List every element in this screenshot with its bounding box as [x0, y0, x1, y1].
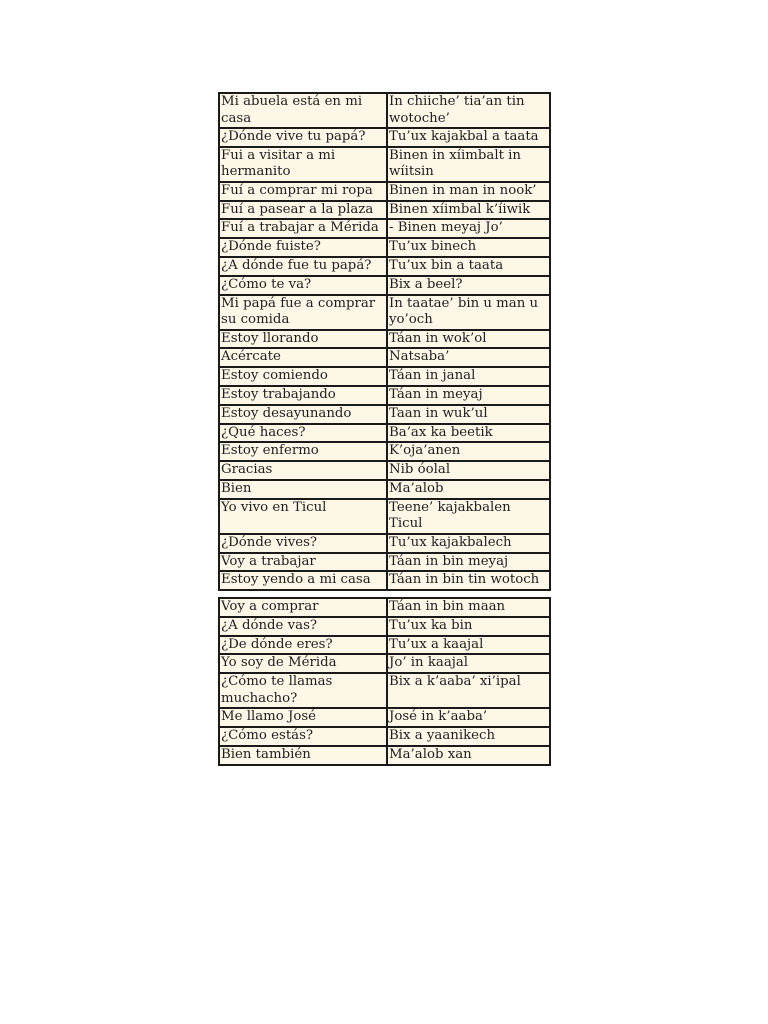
table-row	[219, 219, 550, 238]
table-row	[219, 598, 550, 617]
table-row	[219, 424, 550, 443]
table-row	[219, 636, 550, 655]
maya-phrase-cell: Táan in wok’ol	[387, 330, 550, 349]
spanish-phrase-cell: Fui a visitar a mi hermanito	[219, 147, 387, 182]
maya-phrase-cell: Táan in bin maan	[387, 598, 550, 617]
maya-phrase-cell: Binen in xíimbalt in wíitsin	[387, 147, 550, 182]
maya-phrase-cell: Táan in bin meyaj	[387, 553, 550, 572]
maya-phrase-cell: In chiiche’ tia’an tin wotoche’	[387, 93, 550, 128]
maya-phrase-cell: Ba’ax ka beetik	[387, 424, 550, 443]
maya-phrase-cell: Táan in meyaj	[387, 386, 550, 405]
spanish-phrase-cell: Voy a comprar	[219, 598, 387, 617]
spanish-phrase-cell: Fuí a trabajar a Mérida	[219, 219, 387, 238]
maya-phrase-cell: - Binen meyaj Jo’	[387, 219, 550, 238]
maya-phrase-cell: Jo’ in kaajal	[387, 654, 550, 673]
maya-phrase-cell: Tu’ux ka bin	[387, 617, 550, 636]
spanish-phrase-cell: ¿Cómo te llamas muchacho?	[219, 673, 387, 708]
table-row	[219, 295, 550, 330]
maya-phrase-cell: Tu’ux a kaajal	[387, 636, 550, 655]
table-row	[219, 499, 550, 534]
maya-phrase-cell: Bix a yaanikech	[387, 727, 550, 746]
phrase-table-2	[218, 597, 551, 766]
table-row	[219, 276, 550, 295]
table-row	[219, 442, 550, 461]
maya-phrase-cell: Tu’ux kajakbalech	[387, 534, 550, 553]
maya-phrase-cell: Tu’ux kajakbal a taata	[387, 128, 550, 147]
table-row	[219, 348, 550, 367]
spanish-phrase-cell: Estoy comiendo	[219, 367, 387, 386]
table-row	[219, 746, 550, 765]
table-row	[219, 727, 550, 746]
spanish-phrase-cell: ¿Cómo estás?	[219, 727, 387, 746]
maya-phrase-cell: Bix a beel?	[387, 276, 550, 295]
spanish-phrase-cell: Estoy yendo a mi casa	[219, 571, 387, 590]
spanish-phrase-cell: Bien	[219, 480, 387, 499]
spanish-phrase-cell: Acércate	[219, 348, 387, 367]
spanish-phrase-cell: Yo vivo en Ticul	[219, 499, 387, 534]
spanish-phrase-cell: ¿Dónde vive tu papá?	[219, 128, 387, 147]
maya-phrase-cell: Ma’alob xan	[387, 746, 550, 765]
spanish-phrase-cell: Estoy desayunando	[219, 405, 387, 424]
maya-phrase-cell: Taan in wuk’ul	[387, 405, 550, 424]
table-row	[219, 673, 550, 708]
table-row	[219, 461, 550, 480]
maya-phrase-cell: Bix a k’aaba’ xi’ipal	[387, 673, 550, 708]
table-row	[219, 553, 550, 572]
table-row	[219, 238, 550, 257]
table-row	[219, 330, 550, 349]
spanish-phrase-cell: Estoy llorando	[219, 330, 387, 349]
spanish-phrase-cell: ¿A dónde vas?	[219, 617, 387, 636]
spanish-phrase-cell: Yo soy de Mérida	[219, 654, 387, 673]
table-row	[219, 367, 550, 386]
spanish-phrase-cell: ¿Dónde fuiste?	[219, 238, 387, 257]
maya-phrase-cell: Nib óolal	[387, 461, 550, 480]
maya-phrase-cell: Teene’ kajakbalen Ticul	[387, 499, 550, 534]
table-row	[219, 182, 550, 201]
table-row	[219, 405, 550, 424]
spanish-phrase-cell: Gracias	[219, 461, 387, 480]
table-row	[219, 654, 550, 673]
phrase-table-2-body	[219, 598, 550, 765]
maya-phrase-cell: Natsaba’	[387, 348, 550, 367]
spanish-phrase-cell: ¿A dónde fue tu papá?	[219, 257, 387, 276]
maya-phrase-cell: In taatae’ bin u man u yo’och	[387, 295, 550, 330]
table-row	[219, 93, 550, 128]
spanish-phrase-cell: Fuí a pasear a la plaza	[219, 201, 387, 220]
spanish-phrase-cell: Mi papá fue a comprar su comida	[219, 295, 387, 330]
maya-phrase-cell: Táan in janal	[387, 367, 550, 386]
table-row	[219, 534, 550, 553]
table-row	[219, 257, 550, 276]
maya-phrase-cell: K’oja’anen	[387, 442, 550, 461]
table-row	[219, 386, 550, 405]
phrase-table-1-body	[219, 93, 550, 590]
table-row	[219, 128, 550, 147]
table-row	[219, 571, 550, 590]
phrase-table-1	[218, 92, 551, 591]
spanish-phrase-cell: ¿Dónde vives?	[219, 534, 387, 553]
maya-phrase-cell: Ma’alob	[387, 480, 550, 499]
spanish-phrase-cell: ¿Qué haces?	[219, 424, 387, 443]
table-row	[219, 617, 550, 636]
spanish-phrase-cell: Voy a trabajar	[219, 553, 387, 572]
spanish-phrase-cell: Estoy trabajando	[219, 386, 387, 405]
maya-phrase-cell: Tu’ux bin a taata	[387, 257, 550, 276]
maya-phrase-cell: Binen in man in nook’	[387, 182, 550, 201]
maya-phrase-cell: José in k’aaba’	[387, 708, 550, 727]
table-row	[219, 480, 550, 499]
spanish-phrase-cell: Mi abuela está en mi casa	[219, 93, 387, 128]
table-row	[219, 201, 550, 220]
maya-phrase-cell: Tu’ux binech	[387, 238, 550, 257]
maya-phrase-cell: Binen xíimbal k’íiwik	[387, 201, 550, 220]
table-row	[219, 708, 550, 727]
maya-phrase-cell: Táan in bin tin wotoch	[387, 571, 550, 590]
spanish-phrase-cell: ¿Cómo te va?	[219, 276, 387, 295]
spanish-phrase-cell: Estoy enfermo	[219, 442, 387, 461]
table-row	[219, 147, 550, 182]
spanish-phrase-cell: ¿De dónde eres?	[219, 636, 387, 655]
spanish-phrase-cell: Me llamo José	[219, 708, 387, 727]
spanish-phrase-cell: Bien también	[219, 746, 387, 765]
spanish-phrase-cell: Fuí a comprar mi ropa	[219, 182, 387, 201]
